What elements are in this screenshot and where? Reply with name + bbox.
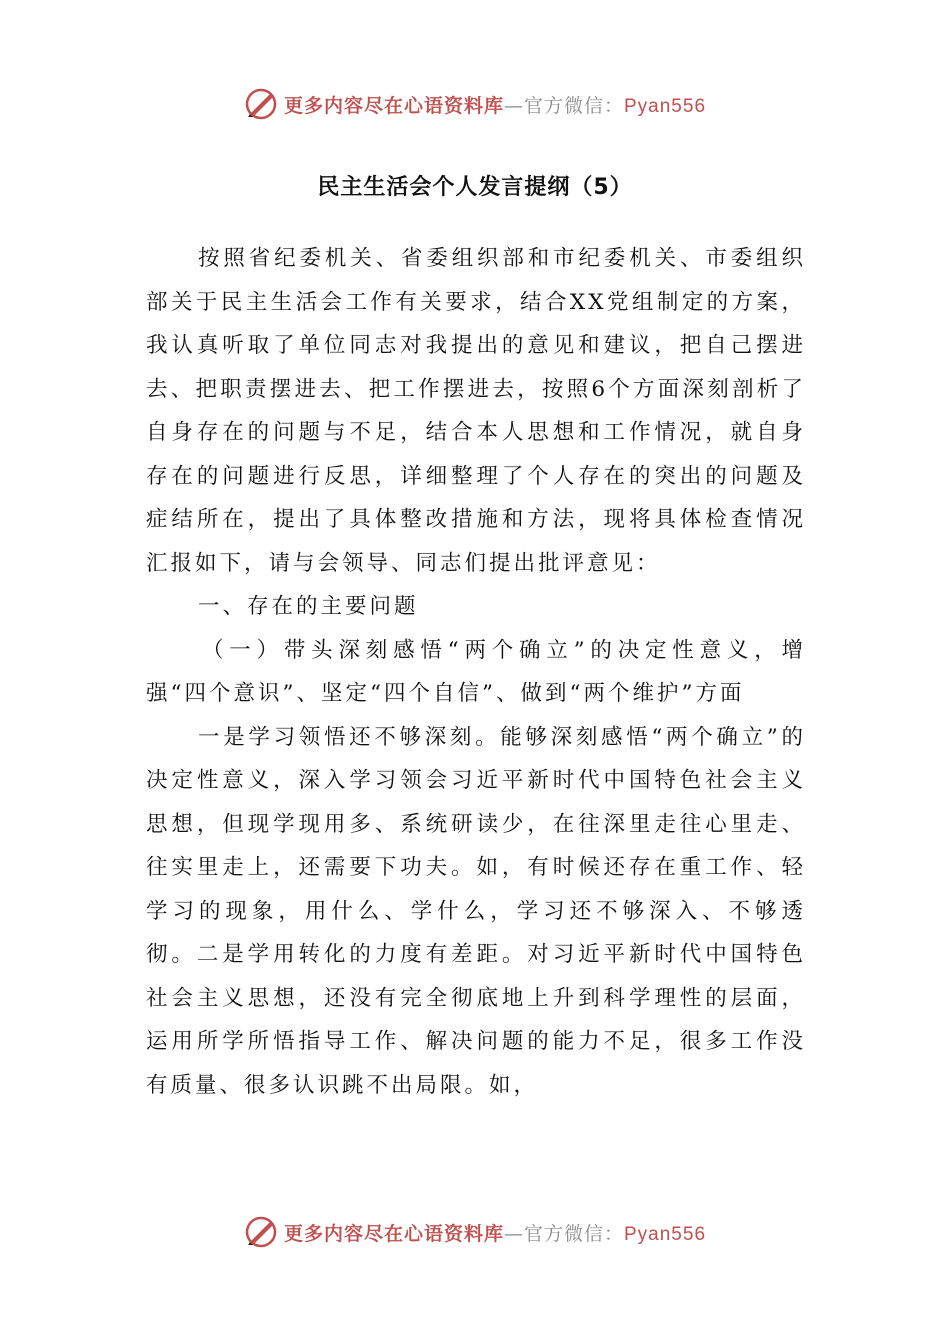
paragraph-intro: 按照省纪委机关、省委组织部和市纪委机关、市委组织部关于民主生活会工作有关要求，结合XX党组制定的方案，我认真听取了单位同志对我提出的意见和建议，把自己摆进去、把职责摆进去、把工作摆进去，按照6个方面深刻剖析了自身存在的问题与不足，结合本人思想和工作情况，就自身存在的问题进行反思，详细整理了个人存在的突出的问题及症结所在，提出了具体整改措施和方法，现将具体检查情况汇报如下，请与会领导、同志们提出批评意见： xyxy=(146,246,806,576)
watermark-dash: — xyxy=(503,1222,524,1245)
heading-section-1: 一、存在的主要问题 xyxy=(198,594,419,619)
watermark-wechat-id: Pyan556 xyxy=(624,95,707,117)
watermark-banner-bottom xyxy=(0,1212,950,1252)
watermark-banner-top xyxy=(0,84,950,124)
heading-subsection-1: （一）带头深刻感悟“两个确立”的决定性意义，增强“四个意识”、坚定“四个自信”、做到“两个维护”方面 xyxy=(146,637,806,706)
watermark-site-name: 更多内容尽在心语资料库 xyxy=(283,1222,504,1245)
pen-circle-logo-icon xyxy=(244,87,278,121)
watermark-text xyxy=(284,91,706,118)
document-title: 民主生活会个人发言提纲（5） xyxy=(317,175,633,200)
paragraph-body: 一是学习领悟还不够深刻。能够深刻感悟“两个确立”的决定性意义，深入学习领会习近平新时代中国特色社会主义思想，但现学现用多、系统研读少，在往深里走往心里走、往实里走上，还需要下功夫。如，有时候还存在重工作、轻学习的现象，用什么、学什么，学习还不够深入、不够透彻。二是学用转化的力度有差距。对习近平新时代中国特色社会主义思想，还没有完全彻底地上升到科学理性的层面，运用所学所悟指导工作、解决问题的能力不足，很多工作没有质量、很多认识跳不出局限。如， xyxy=(146,724,806,1098)
watermark-wechat-id: Pyan556 xyxy=(624,1223,707,1245)
watermark-wechat-label: 官方微信： xyxy=(523,94,624,117)
document-body xyxy=(146,237,806,1107)
watermark-wechat-label: 官方微信： xyxy=(523,1222,624,1245)
pen-circle-logo-icon xyxy=(244,1215,278,1249)
watermark-site-name: 更多内容尽在心语资料库 xyxy=(283,94,504,117)
watermark-text xyxy=(284,1219,706,1246)
watermark-dash: — xyxy=(503,94,524,117)
